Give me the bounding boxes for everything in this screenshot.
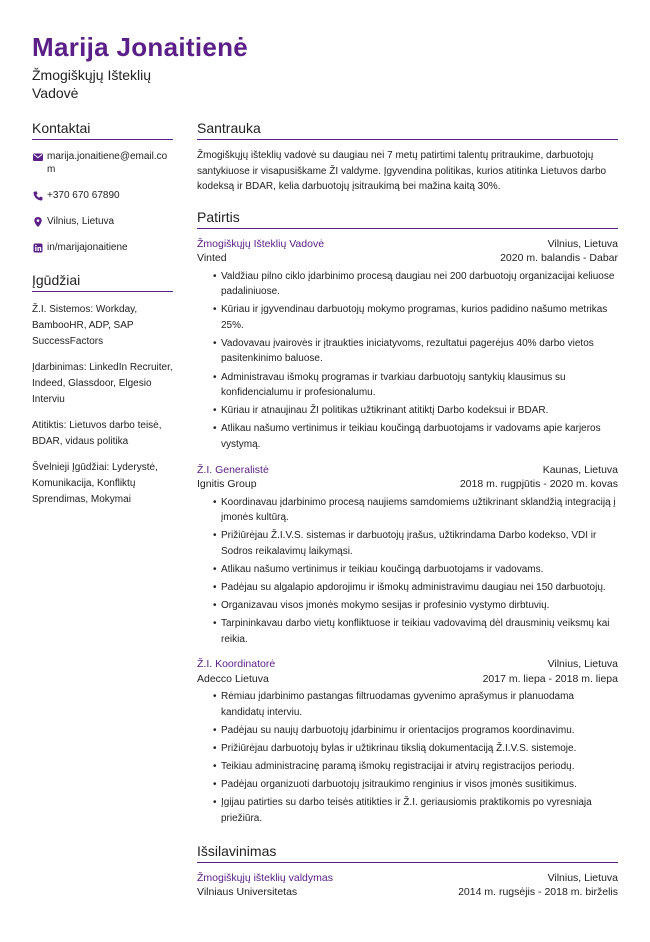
summary-text: Žmogiškųjų išteklių vadovė su daugiau nei 7 metų patirtimi talentų pritraukime, darbuotojų santykiuose ir visapusiškame ŽI valdyme. Įgyvendina politikas, kurios atitinka Lietuvos darbo kodeksą ir BDAR, kelia darbuotojų įsitraukimą bei mažina kaitą 30%. xyxy=(197,150,607,192)
summary-heading: Santrauka xyxy=(197,120,618,140)
job-bullets xyxy=(197,689,618,826)
job-entry-company: Adecco Lietuva xyxy=(197,672,269,685)
person-name: Marija Jonaitienė xyxy=(32,32,249,62)
job-entry-location: Vilnius, Lietuva xyxy=(547,237,618,250)
email-text: marija.jonaitiene@email.com xyxy=(47,151,168,175)
job-entry-company: Ignitis Group xyxy=(197,478,257,491)
resume-header xyxy=(32,30,612,102)
bullet-item: • Atlikau našumo vertinimus ir teikiau koučingą darbuotojams ir vadovams apie karjeros vystymą. xyxy=(213,421,618,452)
location-pin-icon xyxy=(32,216,44,228)
skill-item: Įdarbinimas: LinkedIn Recruiter, Indeed, Glassdoor, Elgesio Interviu xyxy=(32,362,173,405)
education-location: Vilnius, Lietuva xyxy=(547,871,618,884)
education-school: Vilniaus Universitetas xyxy=(197,886,298,899)
bullet-item: • Valdžiau pilno ciklo įdarbinimo procesą daugiau nei 200 darbuotojų organizacijai keliuose padaliniuose. xyxy=(213,269,618,300)
job-entry xyxy=(197,657,618,826)
skill-item: Švelnieji Įgūdžiai: Lyderystė, Komunikacija, Konfliktų Sprendimas, Mokymai xyxy=(32,462,158,505)
sidebar xyxy=(32,120,173,518)
job-entry-dates: 2017 m. liepa - 2018 m. liepa xyxy=(482,672,618,685)
bullet-item: • Teikiau administracinę paramą išmokų registracijai ir atvirų registracijos periodų. xyxy=(213,759,618,775)
job-entry-title: Ž.I. Koordinatorė xyxy=(197,658,276,671)
job-entry-company: Vinted xyxy=(197,252,227,264)
contact-linkedin[interactable] xyxy=(32,241,173,254)
education-entry xyxy=(197,871,618,900)
bullet-item: • Kūriau ir įgyvendinau darbuotojų mokymo programas, kurios padidino našumo metrikas 25%. xyxy=(213,302,618,333)
job-bullets xyxy=(197,269,618,453)
linkedin-icon xyxy=(32,242,44,254)
contact-location xyxy=(32,215,173,228)
bullet-item: • Kūriau ir atnaujinau ŽI politikas užtikrinant atitiktį Darbo kodeksui ir BDAR. xyxy=(213,403,618,419)
experience-heading: Patirtis xyxy=(197,209,618,229)
phone-text: +370 670 67890 xyxy=(47,190,120,201)
contact-phone[interactable] xyxy=(32,189,173,202)
education-heading: Išsilavinimas xyxy=(197,843,618,863)
mail-icon xyxy=(32,151,44,163)
bullet-item: • Organizavau visos įmonės mokymo sesijas ir profesinio vystymo dirbtuvių. xyxy=(213,598,618,614)
job-entry-location: Kaunas, Lietuva xyxy=(542,463,618,476)
main-column xyxy=(197,120,618,910)
job-entry-title: Ž.I. Generalistė xyxy=(197,463,269,476)
contacts-heading: Kontaktai xyxy=(32,120,173,140)
bullet-item: • Padėjau organizuoti darbuotojų įsitraukimo renginius ir visos įmonės susitikimus. xyxy=(213,777,618,793)
bullet-item: • Administravau išmokų programas ir tvarkiau darbuotojų santykių klausimus su konfidencialumu ir profesionalumu. xyxy=(213,370,618,401)
skill-item: Ž.I. Sistemos: Workday, BambooHR, ADP, SAP SuccessFactors xyxy=(32,304,138,347)
phone-icon xyxy=(32,190,44,202)
bullet-item: • Prižiūrėjau Ž.I.V.S. sistemas ir darbuotojų įrašus, užtikrindama Darbo kodekso, VDI ir Sodros reikalavimų laikymąsi. xyxy=(213,528,618,559)
job-entry-title: Žmogiškųjų Išteklių Vadovė xyxy=(197,237,325,250)
job-title: Žmogiškųjų Išteklių Vadovė xyxy=(32,67,152,101)
bullet-item: • Įgijau patirties su darbo teisės atitikties ir Ž.I. geriausiomis praktikomis po vyresniaja priežiūra. xyxy=(213,795,618,826)
skill-item: Atitiktis: Lietuvos darbo teisė, BDAR, vidaus politika xyxy=(32,420,162,447)
bullet-item: • Prižiūrėjau darbuotojų bylas ir užtikrinau tikslią dokumentaciją Ž.I.V.S. sistemoje. xyxy=(213,741,618,757)
job-entry-dates: 2020 m. balandis - Dabar xyxy=(500,252,618,264)
job-entry xyxy=(197,237,618,453)
bullet-item: • Rėmiau įdarbinimo pastangas filtruodamas gyvenimo aprašymus ir planuodama kandidatų interviu. xyxy=(213,689,618,720)
bullet-item: • Tarpininkavau darbo vietų konfliktuose ir teikiau vadovavimą dėl drausminių veiksmų kai reikia. xyxy=(213,616,618,647)
location-text: Vilnius, Lietuva xyxy=(47,216,115,227)
linkedin-text: in/marijajonaitiene xyxy=(47,242,128,253)
bullet-item: • Padėjau su naujų darbuotojų įdarbinimu ir orientacijos programos koordinavimu. xyxy=(213,723,618,739)
bullet-item: • Vadovavau įvairovės ir įtraukties iniciatyvoms, rezultatui pagerėjus 40% darbo vietos pasitenkinimo baluose. xyxy=(213,336,618,367)
job-entry xyxy=(197,463,618,648)
contact-email[interactable] xyxy=(32,150,173,176)
bullet-item: • Atlikau našumo vertinimus ir teikiau koučingą darbuotojams ir vadovams. xyxy=(213,562,618,578)
job-bullets xyxy=(197,495,618,648)
education-degree: Žmogiškųjų išteklių valdymas xyxy=(197,871,333,884)
bullet-item: • Padėjau su algalapio apdorojimu ir išmokų administravimu daugiau nei 150 darbuotojų. xyxy=(213,580,618,596)
education-dates: 2014 m. rugsėjis - 2018 m. birželis xyxy=(458,886,618,899)
bullet-item: • Koordinavau įdarbinimo procesą naujiems samdomiems užtikrinant sklandžią integraciją į įmonės kultūrą. xyxy=(213,495,618,526)
job-entry-location: Vilnius, Lietuva xyxy=(547,658,618,671)
job-entry-dates: 2018 m. rugpjūtis - 2020 m. kovas xyxy=(459,478,618,491)
skills-heading: Įgūdžiai xyxy=(32,272,173,292)
